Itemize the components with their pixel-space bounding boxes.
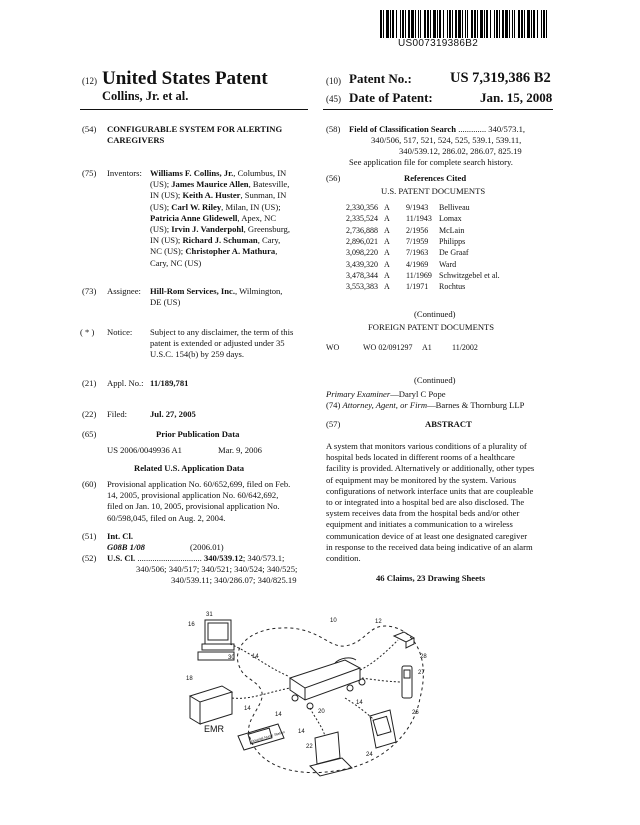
uscl-label: U.S. Cl. (107, 553, 136, 563)
refs-heading: References Cited (404, 173, 467, 183)
title-line: CAREGIVERS (107, 135, 165, 146)
foreign-number: WO 02/091297 (363, 343, 413, 352)
ref-kind: A (384, 203, 390, 212)
uscl-rest: ; 340/573.1; (242, 553, 285, 563)
barcode-bar (405, 10, 406, 38)
barcode-bar (380, 10, 382, 38)
examiner-name: —Daryl C Pope (390, 389, 446, 399)
notice-line: Subject to any disclaimer, the term of this (150, 327, 294, 337)
abstract-line: of equipment may be monitored by the system. Various (326, 474, 517, 485)
ref-kind: A (384, 270, 390, 280)
barcode-bar (537, 10, 538, 38)
ref-name: Schwitzgebel et al. (439, 270, 500, 280)
us-reference-row (346, 226, 556, 236)
barcode-bar (465, 10, 466, 38)
barcode-bar (390, 10, 391, 38)
barcode-bar (458, 10, 461, 38)
barcode-bar (439, 10, 441, 38)
barcode-bar (543, 10, 545, 38)
barcode-bar (402, 10, 404, 38)
assignee-name: Hill-Rom Services, Inc. (150, 286, 235, 296)
barcode (380, 10, 550, 38)
filed-date: Jul. 27, 2005 (150, 409, 196, 419)
examiner-label: Primary Examiner (326, 389, 391, 399)
hospital-bed (290, 658, 365, 709)
ref-date: 11/1969 (406, 270, 432, 280)
barcode-bar (427, 10, 429, 38)
figure-label: 31 (206, 612, 213, 618)
laptop (310, 732, 352, 776)
inventor-line: (US); Irvin J. Vanderpohl, Greensburg, (150, 224, 290, 235)
network-boundary (237, 626, 423, 773)
barcode-bar (383, 10, 384, 38)
patent-no-code: (10) (326, 76, 341, 86)
filed-code: (22) (82, 409, 97, 419)
figure-label: 14 (356, 700, 363, 706)
barcode-number: US007319386B2 (398, 38, 479, 49)
abstract-line: hospital beds located in different rooms of a healthcare (326, 452, 515, 463)
header-rule-left (80, 109, 308, 110)
related-line: 60/598,045, filed on Aug. 2, 2004. (107, 512, 226, 523)
appl-label: Appl. No.: (107, 378, 144, 388)
barcode-bar (499, 10, 500, 38)
barcode-bar (527, 10, 530, 38)
representative-drawing (170, 608, 470, 820)
appl-code: (21) (82, 378, 97, 388)
patent-number: US 7,319,386 B2 (450, 70, 551, 86)
barcode-bar (415, 10, 416, 38)
uscl-line: 340/506; 340/517; 340/521; 340/524; 340/525; (136, 564, 298, 574)
continued-note: (Continued) (414, 309, 456, 319)
ref-number: 2,896,021 (346, 236, 378, 246)
barcode-bar (447, 10, 448, 38)
ref-date: 9/1943 (406, 203, 429, 212)
related-heading: Related U.S. Application Data (134, 463, 245, 473)
ref-kind: A (384, 214, 390, 224)
ref-kind: A (384, 236, 390, 246)
foreign-kind: A1 (422, 343, 432, 352)
related-line: Provisional application No. 60/652,699, filed on Feb. (107, 479, 291, 489)
abstract-line: to or integrated into a hospital bed are also disclosed. The (326, 497, 525, 508)
figure-label: 27 (418, 670, 425, 676)
inventor-line: IN (US); Keith A. Huster, Sunman, IN (150, 190, 287, 201)
barcode-bar (386, 10, 389, 38)
intcl-label: Int. Cl. (107, 531, 134, 541)
barcode-bars (380, 10, 550, 38)
phone (394, 632, 414, 648)
foreign-country: WO (326, 343, 340, 352)
us-reference-row (346, 248, 556, 258)
barcode-bar (462, 10, 463, 38)
barcode-bar (452, 10, 453, 38)
ref-date: 7/1959 (406, 236, 429, 246)
barcode-bar (433, 10, 436, 38)
pda (370, 710, 396, 748)
barcode-bar (400, 10, 401, 38)
figure-label: 14 (252, 654, 259, 660)
abstract-line: in response to the received data being indicative of an alarm (326, 541, 533, 552)
assignee-line2: DE (US) (150, 297, 181, 307)
ref-name: McLain (439, 225, 465, 235)
intcl-year: (2006.01) (190, 542, 224, 552)
barcode-bar (509, 10, 510, 38)
figure-label: EMR (204, 724, 224, 734)
figure-label: 26 (412, 710, 419, 716)
patent-date: Jan. 15, 2008 (480, 90, 553, 105)
us-reference-row (346, 203, 556, 213)
attorney-line (326, 400, 524, 411)
barcode-bar (443, 10, 444, 38)
figure-label: 16 (188, 622, 195, 628)
figure-label: 12 (375, 619, 382, 625)
continued-note: (Continued) (414, 375, 456, 385)
title-code: (54) (82, 124, 97, 134)
refs-code: (56) (326, 173, 341, 183)
assignee-label: Assignee: (107, 286, 141, 296)
claims-line: 46 Claims, 23 Drawing Sheets (376, 573, 486, 583)
field-dots: ............. (458, 124, 487, 134)
attorney-label: Attorney, Agent, or Firm (342, 400, 428, 410)
uscl-dots: .............................. (137, 553, 202, 563)
barcode-bar (514, 10, 515, 38)
us-reference-row (346, 214, 556, 224)
related-text (107, 479, 290, 524)
notice-line: patent is extended or adjusted under 35 (150, 338, 285, 349)
ref-number: 3,478,344 (346, 270, 378, 280)
inventor-line: Williams F. Collins, Jr., Columbus, IN (150, 168, 287, 178)
barcode-bar (418, 10, 419, 38)
barcode-bar (420, 10, 421, 38)
abstract-heading: ABSTRACT (425, 419, 472, 429)
figure-label: 18 (186, 676, 193, 682)
barcode-bar (467, 10, 468, 38)
barcode-bar (490, 10, 491, 38)
figure-label: 14 (298, 729, 305, 735)
field-line1 (349, 124, 525, 135)
notice-text (150, 327, 293, 361)
notice-label: Notice: (107, 327, 133, 337)
barcode-bar (531, 10, 532, 38)
barcode-bar (486, 10, 488, 38)
abstract-line: communication device of at least one designated caregiver (326, 530, 528, 541)
field-line: 340/506, 517, 521, 524, 525, 539.1, 539.11, (371, 135, 522, 145)
foreign-docs-heading: FOREIGN PATENT DOCUMENTS (368, 322, 495, 332)
barcode-bar (533, 10, 535, 38)
figure-label: 30 (228, 655, 235, 661)
uscl-line: 340/539.11; 340/286.07; 340/825.19 (171, 575, 297, 585)
field-code: (58) (326, 124, 341, 134)
barcode-bar (494, 10, 495, 38)
ref-date: 4/1969 (406, 259, 429, 269)
barcode-bar (455, 10, 457, 38)
ref-name: De Graaf (439, 248, 469, 258)
barcode-bar (512, 10, 513, 38)
date-code: (45) (326, 94, 341, 104)
kind-code: (12) (82, 76, 97, 86)
emr-server (190, 686, 232, 724)
barcode-bar (449, 10, 451, 38)
us-reference-row (346, 271, 556, 281)
barcode-bar (521, 10, 523, 38)
barcode-bar (477, 10, 478, 38)
related-code: (60) (82, 479, 97, 489)
abstract-line: system receives data from the hospital beds and/or other (326, 508, 520, 519)
barcode-bar (484, 10, 485, 38)
prior-heading: Prior Publication Data (156, 429, 240, 439)
patent-no-label: Patent No.: (349, 71, 412, 86)
appl-number: 11/189,781 (150, 378, 189, 388)
barcode-bar (541, 10, 542, 38)
prior-code: (65) (82, 429, 97, 439)
figure-label: 28 (420, 654, 427, 660)
assignee-value (150, 286, 282, 297)
uscl-line1 (107, 553, 284, 564)
uscl-code: (52) (82, 553, 97, 563)
barcode-bar (496, 10, 498, 38)
ref-name: Ward (439, 259, 457, 269)
assignee-code: (73) (82, 286, 97, 296)
barcode-bar (471, 10, 473, 38)
abstract-line: equipment and initiates a communication to a wireless (326, 519, 513, 530)
abstract-line: A system that monitors various conditions of a plurality of (326, 441, 527, 451)
barcode-bar (411, 10, 414, 38)
ref-kind: A (384, 248, 390, 258)
barcode-bar (480, 10, 483, 38)
abstract-line: facility is provided. Alternatively or additionally, other types (326, 463, 535, 474)
assignee-location: , Wilmington, (234, 286, 283, 296)
barcode-bar (546, 10, 547, 38)
field-label: Field of Classification Search (349, 124, 457, 134)
barcode-bar (408, 10, 410, 38)
date-label: Date of Patent: (349, 90, 433, 105)
header-rule-right (323, 109, 553, 110)
inventor-line: (US); Carl W. Riley, Milan, IN (US); (150, 201, 281, 212)
ref-number: 2,335,524 (346, 214, 378, 224)
barcode-bar (424, 10, 426, 38)
barcode-bar (474, 10, 476, 38)
barcode-bar (524, 10, 525, 38)
inventors-list (150, 168, 308, 269)
ref-date: 7/1963 (406, 248, 429, 258)
ref-number: 3,098,220 (346, 248, 378, 258)
patent-kind-title: United States Patent (102, 68, 268, 89)
ref-kind: A (384, 259, 390, 269)
barcode-bar (430, 10, 431, 38)
prior-pub-number: US 2006/0049936 A1 (107, 445, 182, 455)
pager (402, 666, 412, 698)
ref-number: 3,553,383 (346, 282, 378, 292)
ref-name: Rochtus (439, 282, 466, 292)
foreign-date: 11/2002 (452, 343, 478, 352)
attorney-code: (74) (326, 400, 341, 410)
inventor-line: Cary, NC (US) (150, 257, 202, 268)
us-reference-row (346, 282, 556, 292)
foreign-reference (326, 343, 556, 353)
ref-name: Philipps (439, 236, 466, 246)
ref-kind: A (384, 282, 390, 292)
ref-number: 2,330,356 (346, 203, 378, 212)
inventor-line: Patricia Anne Glidewell, Apex, NC (150, 212, 277, 223)
examiner-line (326, 389, 446, 400)
title-line: CONFIGURABLE SYSTEM FOR ALERTING (107, 124, 283, 134)
abstract-text (326, 441, 554, 564)
intcl-class: G08B 1/08 (107, 542, 145, 552)
barcode-bar (396, 10, 397, 38)
ref-date: 2/1956 (406, 225, 429, 235)
notice-line: U.S.C. 154(b) by 259 days. (150, 349, 245, 360)
us-reference-row (346, 260, 556, 270)
prior-pub-date: Mar. 9, 2006 (218, 445, 262, 455)
barcode-bar (505, 10, 508, 38)
inventors-short: Collins, Jr. et al. (102, 89, 189, 103)
ref-number: 3,439,320 (346, 259, 378, 269)
field-line: See application file for complete search history. (349, 157, 513, 167)
figure-label: 10 (330, 618, 337, 624)
ref-name: Belliveau (439, 203, 470, 212)
figure-label: 24 (366, 752, 373, 758)
barcode-bar (518, 10, 520, 38)
abstract-line: configurations of network interface units that are coupleable (326, 485, 534, 496)
related-line: filed on Jan. 10, 2005, provisional application No. (107, 501, 280, 512)
us-docs-heading: U.S. PATENT DOCUMENTS (381, 186, 486, 196)
figure-label: 14 (244, 706, 251, 712)
inventor-line: IN (US); Richard J. Schuman, Cary, (150, 235, 281, 246)
field-line: 340/539.12, 286.02, 286.07, 825.19 (399, 146, 522, 156)
inventor-line: NC (US); Christopher A. Mathura, (150, 246, 278, 257)
abstract-code: (57) (326, 419, 341, 429)
barcode-bar (502, 10, 504, 38)
ref-name: Lomax (439, 214, 462, 224)
ref-kind: A (384, 225, 390, 235)
intcl-code: (51) (82, 531, 97, 541)
filed-label: Filed: (107, 409, 128, 419)
uscl-main: 340/539.12 (203, 553, 243, 563)
figure-label: 14 (275, 712, 282, 718)
notice-code: ( * ) (80, 327, 95, 337)
figure-label: 22 (306, 744, 313, 750)
nurse-station-label: Hospital Nurse Station (250, 730, 286, 744)
ref-number: 2,736,888 (346, 225, 378, 235)
abstract-line: condition. (326, 553, 361, 564)
ref-date: 11/1943 (406, 214, 432, 224)
inventors-label: Inventors: (107, 168, 142, 178)
barcode-bar (392, 10, 394, 38)
figure-label: 20 (318, 709, 325, 715)
us-reference-row (346, 237, 556, 247)
related-line: 14, 2005, provisional application No. 60/642,692, (107, 490, 279, 501)
attorney-name: —Barnes & Thornburg LLP (427, 400, 525, 410)
barcode-bar (437, 10, 438, 38)
inventors-code: (75) (82, 168, 97, 178)
ref-date: 1/1971 (406, 282, 429, 292)
field-first: 340/573.1, (488, 124, 526, 134)
inventor-line: (US); James Maurice Allen, Batesville, (150, 179, 290, 190)
invention-title (107, 124, 282, 146)
